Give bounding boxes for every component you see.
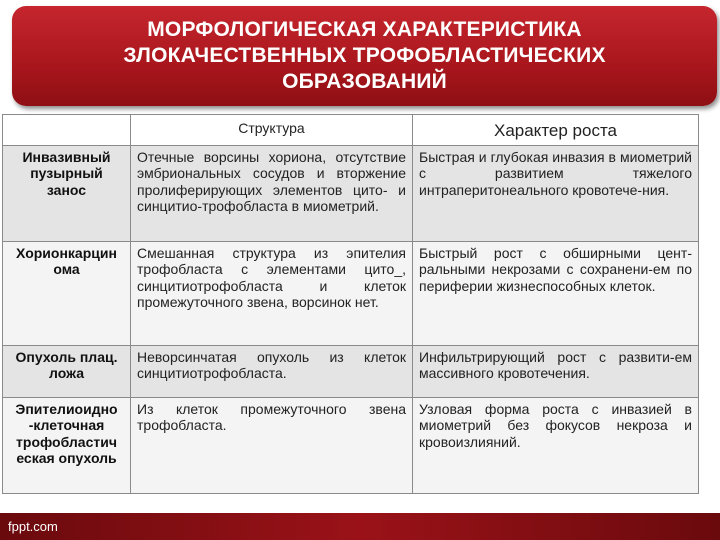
row-growth: Быстрый рост с обширными цент-ральными некрозами с сохранени-ем по периферии жизнеспособных клеток. bbox=[413, 241, 699, 345]
morphology-table bbox=[2, 114, 698, 494]
header-blank bbox=[3, 115, 131, 146]
table-row bbox=[3, 145, 699, 241]
row-structure: Отечные ворсины хориона, отсутствие эмбриональных сосудов и вторжение пролиферирующих элементов цито- и синцитио-трофобласта в миометрий. bbox=[131, 145, 413, 241]
table-row bbox=[3, 397, 699, 493]
header-structure: Структура bbox=[131, 115, 413, 146]
row-growth: Инфильтрирующий рост с развити-ем массивного кровотечения. bbox=[413, 345, 699, 397]
table-row bbox=[3, 345, 699, 397]
footer-brand: fppt.com bbox=[8, 519, 58, 534]
title-banner bbox=[12, 6, 717, 106]
row-name: Инвазивный пузырный занос bbox=[3, 145, 131, 241]
table-header-row bbox=[3, 115, 699, 146]
row-name: Хорионкарцин ома bbox=[3, 241, 131, 345]
row-name: Эпителиоидно -клеточная трофобластич еская опухоль bbox=[3, 397, 131, 493]
header-growth: Характер роста bbox=[413, 115, 699, 146]
row-growth: Узловая форма роста с инвазией в миометрий без фокусов некроза и кровоизлияний. bbox=[413, 397, 699, 493]
row-name: Опухоль плац. ложа bbox=[3, 345, 131, 397]
row-structure: Смешанная структура из эпителия трофобласта с элементами цито_, синцитиотрофобласта и клеток промежуточного звена, ворсинок нет. bbox=[131, 241, 413, 345]
table-row bbox=[3, 241, 699, 345]
row-growth: Быстрая и глубокая инвазия в миометрий с развитием тяжелого интраперитонеального кровотече-ния. bbox=[413, 145, 699, 241]
row-structure: Из клеток промежуточного звена трофобласта. bbox=[131, 397, 413, 493]
row-structure: Неворсинчатая опухоль из клеток синцитиотрофобласта. bbox=[131, 345, 413, 397]
slide-title: МОРФОЛОГИЧЕСКАЯ ХАРАКТЕРИСТИКА ЗЛОКАЧЕСТВЕННЫХ ТРОФОБЛАСТИЧЕСКИХ ОБРАЗОВАНИЙ bbox=[123, 18, 606, 93]
footer-bar bbox=[0, 513, 720, 540]
